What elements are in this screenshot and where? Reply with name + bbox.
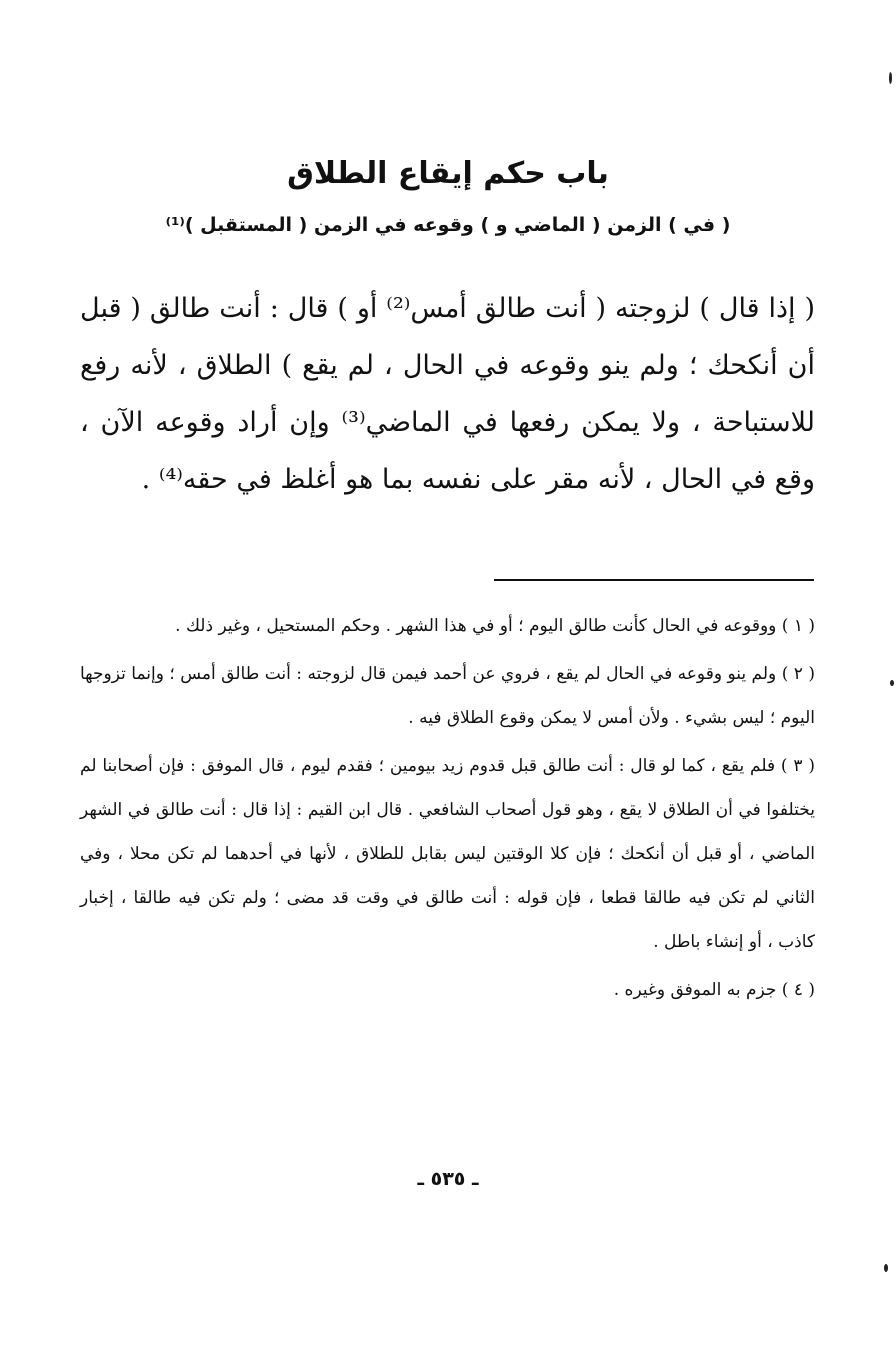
footnote-4: ( ٤ ) جزم به الموفق وغيره . <box>613 980 815 1000</box>
footnote-2: ( ٢ ) ولم ينو وقوعه في الحال لم يقع ، فروي عن أحمد فيمن قال لزوجته : أنت طالق أمس ؛ وإنما تزوجها اليوم ؛ ليس بشيء . ولأن أمس لا يمكن وقوع الطلاق فيه . <box>80 664 815 728</box>
main-paragraph: ( إذا قال ) لزوجته ( أنت طالق أمس⁽²⁾ أو ) قال : أنت طالق ( قبل أن أنكحك ؛ ولم ينو وقوعه في الحال ، لم يقع ) الطلاق ، لأنه رفع للاستباحة ، ولا يمكن رفعها في الماضي⁽³⁾ وإن أراد وقوعه الآن ، وقع في الحال ، لأنه مقر على نفسه بما هو أغلظ في حقه⁽⁴⁾ . <box>80 293 816 495</box>
page-number: ـ ٥٣٥ ـ <box>417 1168 479 1190</box>
footnotes-section <box>80 604 815 1016</box>
chapter-title: باب حكم إيقاع الطلاق <box>287 156 609 191</box>
footnote-3: ( ٣ ) فلم يقع ، كما لو قال : أنت طالق قبل قدوم زيد بيومين ؛ فقدم ليوم ، قال الموفق : فإن أصحابنا لم يختلفوا في أن الطلاق لا يقع ، وهو قول أصحاب الشافعي . قال ابن القيم : إذا قال : أنت طالق في الشهر الماضي ، أو قبل أن أنكحك ؛ فإن كلا الوقتين ليس بقابل للطلاق ، لأنها في أحدهما لم تكن محلا ، وفي الثاني لم تكن فيه طالقا قطعا ، فإن قوله : أنت طالق في وقت قد مضى ؛ ولم تكن فيه طالقا ، إخبار كاذب ، أو إنشاء باطل . <box>80 756 815 952</box>
scan-speck <box>889 72 892 84</box>
scan-speck <box>890 680 894 686</box>
footnote-1: ( ١ ) ووقوعه في الحال كأنت طالق اليوم ؛ أو في هذا الشهر . وحكم المستحيل ، وغير ذلك . <box>175 616 815 636</box>
footnote-separator <box>494 579 814 581</box>
scan-speck <box>884 1264 888 1272</box>
chapter-subtitle: ( في ) الزمن ( الماضي و ) وقوعه في الزمن ( المستقبل )⁽¹⁾ <box>165 214 731 236</box>
